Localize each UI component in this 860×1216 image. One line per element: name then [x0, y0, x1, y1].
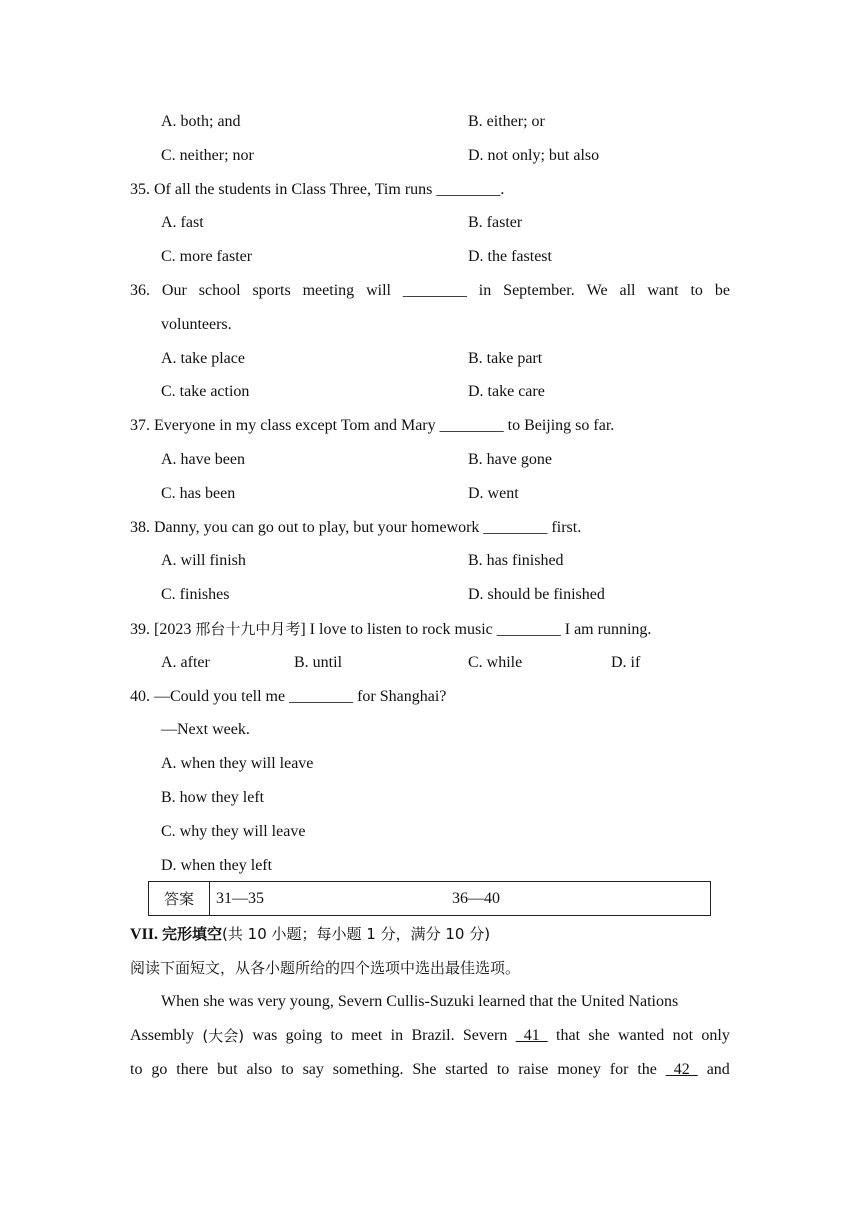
q37-option-b: B. have gone: [468, 451, 552, 468]
answer-table: [148, 881, 711, 916]
passage-line-3: [130, 1060, 730, 1080]
q40-reply: —Next week.: [161, 721, 250, 738]
q39-option-a: A. after: [161, 654, 210, 671]
q34-option-b: B. either; or: [468, 113, 545, 130]
answer-cell[interactable]: [210, 882, 711, 916]
word: go: [151, 1061, 168, 1078]
q40-option-a: A. when they will leave: [161, 755, 314, 772]
q36-option-b: B. take part: [468, 350, 543, 367]
q40-option-c: C. why they will leave: [161, 823, 306, 840]
q39-option-b: B. until: [294, 654, 343, 671]
word: in: [390, 1027, 404, 1044]
q35-option-d: D. the fastest: [468, 248, 552, 265]
word: to: [496, 1061, 510, 1078]
q40-option-b: B. how they left: [161, 789, 265, 806]
word: that: [556, 1027, 581, 1044]
answer-range-36-40: 36—40: [452, 889, 500, 907]
q36-option-d: D. take care: [468, 383, 545, 400]
q35-stem: 35. Of all the students in Class Three, Tim runs ________.: [130, 181, 505, 198]
word: meeting: [302, 282, 355, 299]
q39-stem-text: ] I love to listen to rock music ________ I am running.: [300, 621, 652, 638]
word: only: [701, 1027, 730, 1044]
word: say: [302, 1061, 324, 1078]
word: not: [672, 1027, 694, 1044]
word: to: [690, 282, 703, 299]
word: going: [285, 1027, 323, 1044]
word: there: [176, 1061, 209, 1078]
passage-line-2: [130, 1026, 730, 1046]
word: in: [478, 282, 492, 299]
word: Our: [161, 282, 187, 299]
word: Brazil.: [411, 1027, 455, 1044]
q38-option-a: A. will finish: [161, 552, 246, 569]
q34-option-d: D. not only; but also: [468, 147, 600, 164]
q34-option-c: C. neither; nor: [161, 147, 254, 164]
q35-option-b: B. faster: [468, 214, 523, 231]
q37-option-d: D. went: [468, 485, 519, 502]
answer-header: 答案: [149, 882, 210, 916]
section-title-detail: (共 10 小题；每小题 1 分，满分 10 分): [222, 925, 491, 943]
q39-stem: [130, 619, 651, 640]
q37-option-a: A. have been: [161, 451, 245, 468]
word: She: [412, 1061, 437, 1078]
word: We: [586, 282, 608, 299]
word: to: [130, 1061, 143, 1078]
q35-option-a: A. fast: [161, 214, 204, 231]
word: the: [637, 1061, 657, 1078]
word: something.: [332, 1061, 404, 1078]
word: but: [217, 1061, 238, 1078]
section-instruction: 阅读下面短文，从各小题所给的四个选项中选出最佳选项。: [130, 959, 521, 977]
blank-42: 42: [665, 1061, 698, 1078]
word: to: [281, 1061, 294, 1078]
section-title: [130, 924, 490, 945]
word: 36.: [130, 282, 150, 299]
q38-option-b: B. has finished: [468, 552, 564, 569]
word: also: [246, 1061, 273, 1078]
q40-option-d: D. when they left: [161, 857, 273, 874]
section-title-cn: 完形填空: [162, 925, 223, 943]
word: she: [588, 1027, 610, 1044]
word: started: [445, 1061, 488, 1078]
word: want: [647, 282, 679, 299]
q38-option-c: C. finishes: [161, 586, 230, 603]
word: school: [198, 282, 241, 299]
word: and: [706, 1061, 730, 1078]
q38-stem: 38. Danny, you can go out to play, but your homework ________ first.: [130, 519, 582, 536]
q38-option-d: D. should be finished: [468, 586, 605, 603]
q39-prefix: 39. [2023: [130, 621, 196, 638]
section-roman: VII.: [130, 926, 163, 943]
word: all: [619, 282, 636, 299]
q37-option-c: C. has been: [161, 485, 236, 502]
word: money: [557, 1061, 601, 1078]
q36-stem: [130, 281, 730, 301]
word: sports: [252, 282, 291, 299]
q39-source: 邢台十九中月考: [195, 620, 301, 638]
word: raise: [518, 1061, 549, 1078]
word: Assembly: [130, 1027, 194, 1044]
word: be: [714, 282, 730, 299]
q35-option-c: C. more faster: [161, 248, 253, 265]
word: was: [252, 1027, 278, 1044]
q37-stem: 37. Everyone in my class except Tom and Mary ________ to Beijing so far.: [130, 417, 615, 434]
blank: ________: [402, 282, 467, 299]
word: to: [330, 1027, 343, 1044]
answer-row: [149, 882, 711, 916]
q39-option-d: D. if: [611, 654, 641, 671]
word: (大会): [202, 1027, 245, 1045]
q34-option-a: A. both; and: [161, 113, 241, 130]
word: will: [366, 282, 391, 299]
q40-stem: 40. —Could you tell me ________ for Shanghai?: [130, 688, 447, 705]
answer-range-31-35: 31—35: [216, 889, 264, 907]
blank-41: 41: [515, 1027, 548, 1044]
word: for: [609, 1061, 629, 1078]
q36-option-c: C. take action: [161, 383, 250, 400]
word: September.: [503, 282, 575, 299]
word: Severn: [462, 1027, 508, 1044]
q39-option-c: C. while: [468, 654, 523, 671]
passage-line-1: When she was very young, Severn Cullis-Suzuki learned that the United Nations: [161, 993, 679, 1010]
word: meet: [351, 1027, 383, 1044]
q36-stem-continuation: volunteers.: [161, 316, 232, 333]
word: wanted: [618, 1027, 665, 1044]
q36-option-a: A. take place: [161, 350, 245, 367]
